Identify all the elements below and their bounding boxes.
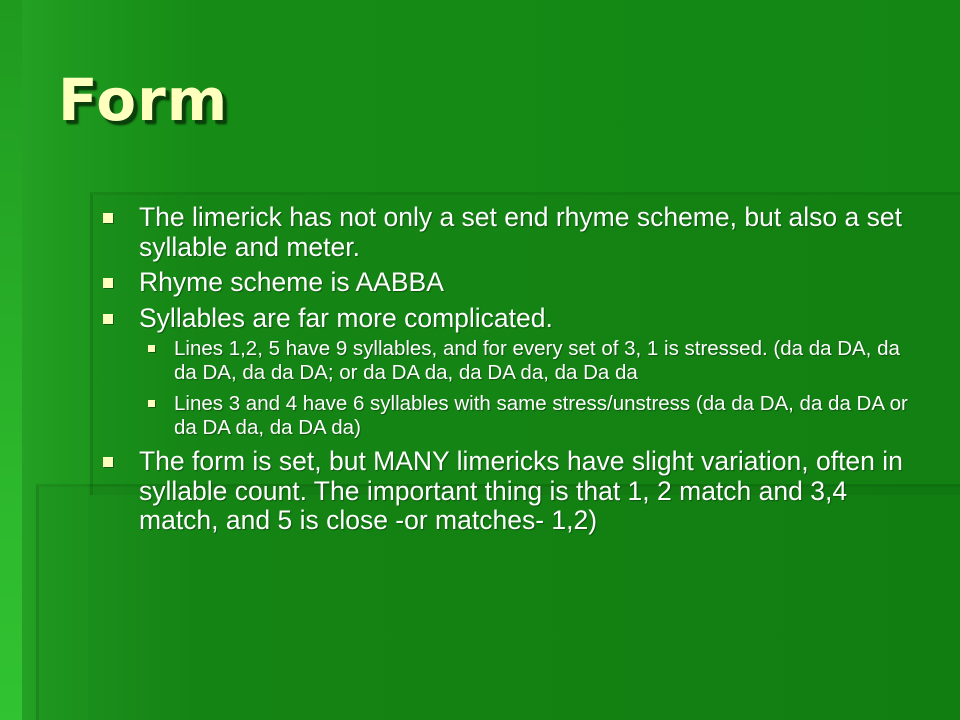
bullet-text: The limerick has not only a set end rhyme scheme, but also a set syllable and meter.: [139, 202, 902, 262]
small-square-bullet-icon: [148, 400, 155, 407]
bullet-list: [96, 203, 926, 542]
sub-bullet-item: [148, 392, 926, 440]
bullet-text: The form is set, but MANY limericks have slight variation, often in syllable count. The important thing is that 1, 2 match and 3,4 match, and 5 is close -or matches- 1,2): [139, 446, 903, 535]
bullet-item: [96, 447, 926, 536]
slide-title: Form: [58, 66, 229, 134]
bullet-item: [96, 268, 926, 298]
sub-bullet-text: Lines 1,2, 5 have 9 syllables, and for every set of 3, 1 is stressed. (da da DA, da da DA, da da DA; or da DA da, da DA da, da Da da: [174, 337, 900, 384]
bullet-item: [96, 304, 926, 334]
sub-bullet-item: [148, 337, 926, 385]
decorative-left-strip: [0, 0, 22, 720]
square-bullet-icon: [103, 314, 113, 324]
square-bullet-icon: [103, 457, 113, 467]
square-bullet-icon: [103, 278, 113, 288]
bullet-item: [96, 203, 926, 262]
bullet-text: Rhyme scheme is AABBA: [139, 267, 444, 297]
square-bullet-icon: [103, 213, 113, 223]
bullet-text: Syllables are far more complicated.: [139, 302, 553, 333]
small-square-bullet-icon: [148, 345, 155, 352]
sub-bullet-text: Lines 3 and 4 have 6 syllables with same stress/unstress (da da DA, da da DA or da DA da, da DA da): [174, 392, 908, 439]
